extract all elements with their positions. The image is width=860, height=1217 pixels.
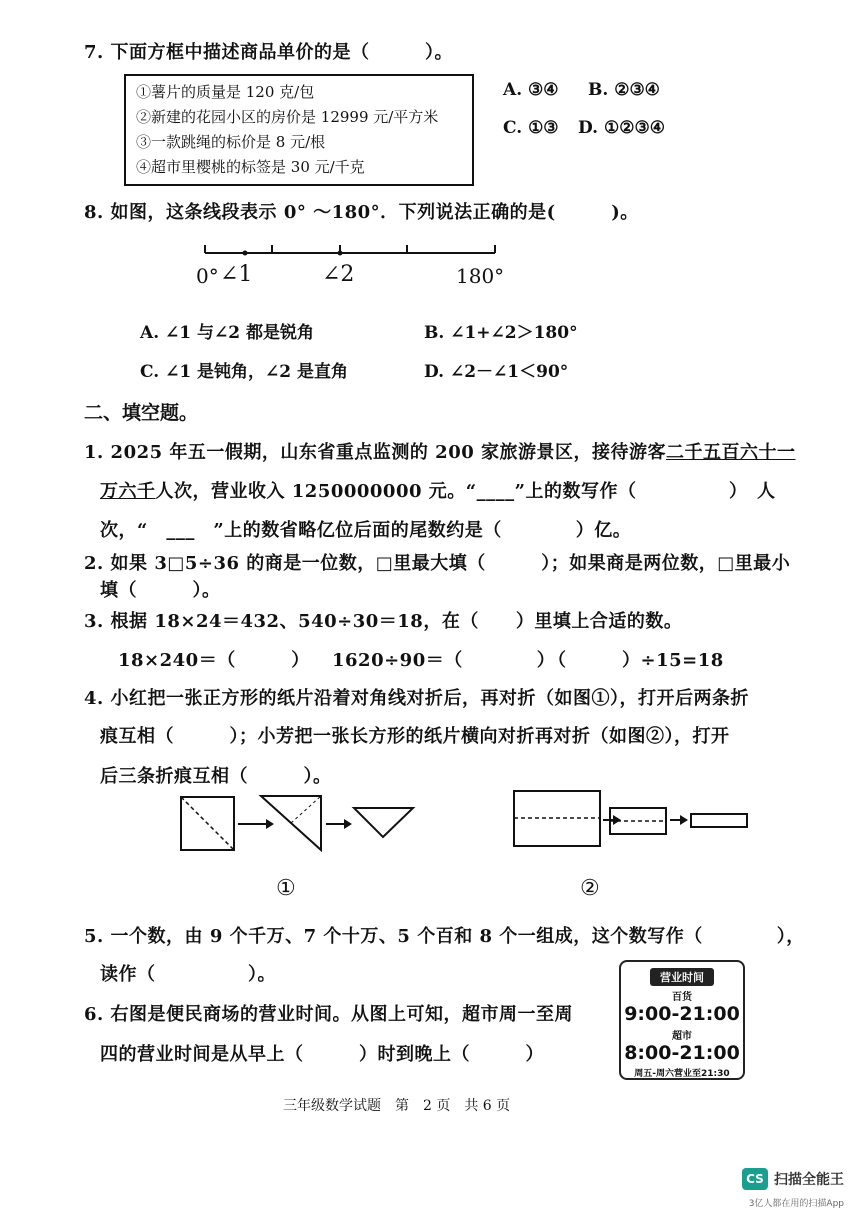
q7-box-item: ③一款跳绳的标价是 8 元/根 (136, 133, 326, 151)
f3-eq1: 18×240＝（ ） (118, 650, 310, 671)
q8-option-b: B. ∠1+∠2＞180° (424, 323, 578, 343)
page-footer: 三年级数学试题 第 2 页 共 6 页 (283, 1098, 511, 1114)
f4-line2: 痕互相（ ）；小芳把一张长方形的纸片横向对折再对折（如图②），打开 (100, 726, 730, 747)
fold-line (181, 797, 234, 850)
arrow-head-icon (266, 819, 274, 829)
arrow-head-icon (344, 819, 352, 829)
f3-eq3: （ ）÷15=18 (548, 650, 724, 671)
section-title: 二、填空题。 (84, 402, 199, 424)
f3-line1: 3. 根据 18×24＝432、540÷30＝18，在（ ）里填上合适的数。 (84, 611, 683, 632)
q8-option-d: D. ∠2－∠1＜90° (424, 362, 569, 382)
f4-line1: 4. 小红把一张正方形的纸片沿着对角线对折后，再对折（如图①），打开后两条折 (84, 688, 750, 709)
q7-box-item: ④超市里樱桃的标签是 30 元/千克 (136, 158, 365, 176)
q8-point-2 (338, 251, 343, 256)
f6-line1: 6. 右图是便民商场的营业时间。从图上可知，超市周一至周 (84, 1004, 574, 1025)
arrow-head-icon (613, 815, 621, 825)
q8-label-end: 180° (456, 264, 505, 288)
q7-box (124, 74, 474, 186)
f5-line1: 5. 一个数，由 9 个千万、7 个十万、5 个百和 8 个一组成，这个数写作（ ）， (84, 926, 805, 947)
final-strip-paper (691, 814, 747, 827)
f1-line1-text: 1. 2025 年五一假期，山东省重点监测的 200 家旅游景区，接待游客 (84, 442, 667, 463)
watermark-subtitle: 3亿人都在用的扫描App (748, 1199, 844, 1209)
f4-figure-1 (176, 792, 426, 858)
q7-stem: 7. 下面方框中描述商品单价的是（ ）。 (84, 42, 454, 63)
q8-option-c: C. ∠1 是钝角，∠2 是直角 (140, 362, 349, 382)
sign-time-supermarket: 8:00-21:00 (624, 1042, 740, 1064)
sign-note: 周五-周六营业至21:30 (634, 1069, 730, 1079)
business-hours-sign (619, 960, 745, 1080)
f2-line1: 2. 如果 3□5÷36 的商是一位数，□里最大填（ ）；如果商是两位数，□里最小 (84, 553, 791, 574)
q7-option-b: B. ②③④ (588, 80, 660, 100)
q8-label-start: 0° (196, 264, 219, 288)
q7-option-d: D. ①②③④ (578, 118, 665, 138)
f4-figure-1-label: ① (276, 876, 296, 901)
f4-figure-2-label: ② (580, 876, 600, 901)
q8-label-angle1: ∠1 (220, 262, 253, 287)
f4-figure-2 (510, 786, 760, 856)
f4-line3: 后三条折痕互相（ ）。 (100, 766, 332, 787)
f1-line1 (84, 438, 796, 464)
sign-header: 营业时间 (650, 968, 714, 986)
sign-time-department: 9:00-21:00 (624, 1003, 740, 1025)
f1-line2-text: 人次，营业收入 1250000000 元。“____”上的数写作（ ） 人 (155, 481, 776, 502)
watermark-title: 扫描全能王 (774, 1172, 844, 1188)
q7-option-c: C. ①③ (503, 118, 559, 138)
f2-line2: 填（ ）。 (100, 580, 221, 601)
q8-label-angle2: ∠2 (322, 262, 355, 287)
sign-label-supermarket: 超市 (672, 1031, 692, 1042)
f5-line2: 读作（ ）。 (100, 964, 276, 985)
fold-line (291, 796, 321, 823)
cs-logo-icon: CS (742, 1168, 768, 1190)
q7-box-item: ②新建的花园小区的房价是 12999 元/平方米 (136, 108, 439, 126)
f1-underlined-number-cont: 万六千 (100, 481, 156, 502)
f1-line3: 次，“ ___ ”上的数省略亿位后面的尾数约是（ ）亿。 (100, 520, 632, 541)
q8-point-1 (243, 251, 248, 256)
q8-stem: 8. 如图，这条线段表示 0° ～180°．下列说法正确的是( )。 (84, 202, 639, 223)
f1-underlined-number: 二千五百六十一 (666, 442, 796, 463)
f6-line2: 四的营业时间是从早上（ ）时到晚上（ ） (100, 1044, 544, 1065)
arrow-head-icon (680, 815, 688, 825)
sign-label-department: 百货 (672, 992, 692, 1003)
f3-eq2: 1620÷90＝（ ） (332, 650, 556, 671)
f1-line2 (100, 477, 775, 503)
q8-option-a: A. ∠1 与∠2 都是锐角 (140, 323, 315, 343)
q7-box-item: ①薯片的质量是 120 克/包 (136, 83, 315, 101)
scanner-watermark (742, 1168, 844, 1190)
q7-option-a: A. ③④ (503, 80, 559, 100)
small-triangle-paper (354, 808, 413, 837)
